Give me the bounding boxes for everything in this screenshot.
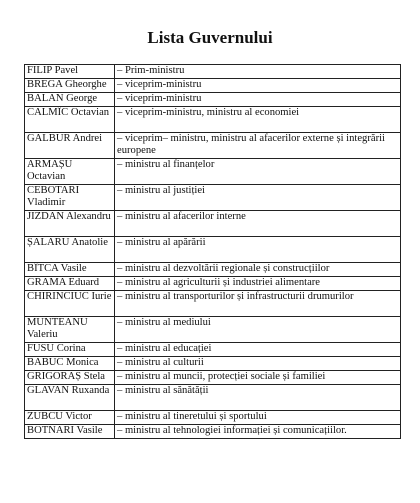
member-name: GLAVAN Ruxanda xyxy=(25,385,115,411)
member-role: – ministru al apărării xyxy=(115,237,401,263)
member-role: – ministru al tehnologiei informației și comunicațiilor. xyxy=(115,425,401,439)
member-role: – ministru al culturii xyxy=(115,357,401,371)
table-row xyxy=(25,65,401,79)
member-role: – ministru al muncii, protecției sociale și familiei xyxy=(115,371,401,385)
member-name: BOTNARI Vasile xyxy=(25,425,115,439)
member-name: ARMAȘU Octavian xyxy=(25,159,115,185)
table-row xyxy=(25,93,401,107)
member-role: – ministru al dezvoltării regionale și construcțiilor xyxy=(115,263,401,277)
member-name: ȘALARU Anatolie xyxy=(25,237,115,263)
member-name: FILIP Pavel xyxy=(25,65,115,79)
table-row xyxy=(25,211,401,237)
member-name: GALBUR Andrei xyxy=(25,133,115,159)
member-name: BÎTCA Vasile xyxy=(25,263,115,277)
table-row xyxy=(25,133,401,159)
table-row xyxy=(25,343,401,357)
table-row xyxy=(25,371,401,385)
member-role: – viceprim– ministru, ministru al afacerilor externe și integrării europene xyxy=(115,133,401,159)
member-name: JIZDAN Alexandru xyxy=(25,211,115,237)
member-role: – ministru al sănătății xyxy=(115,385,401,411)
member-role: – ministru al agriculturii și industriei alimentare xyxy=(115,277,401,291)
member-role: – viceprim-ministru xyxy=(115,79,401,93)
table-row xyxy=(25,277,401,291)
table-row xyxy=(25,411,401,425)
member-role: – viceprim-ministru, ministru al economiei xyxy=(115,107,401,133)
member-name: BREGA Gheorghe xyxy=(25,79,115,93)
member-name: GRIGORAȘ Stela xyxy=(25,371,115,385)
member-name: GRAMA Eduard xyxy=(25,277,115,291)
member-role: – ministru al mediului xyxy=(115,317,401,343)
member-role: – viceprim-ministru xyxy=(115,93,401,107)
table-row xyxy=(25,425,401,439)
member-name: CEBOTARI Vladimir xyxy=(25,185,115,211)
government-table xyxy=(24,64,401,439)
member-role: – ministru al educației xyxy=(115,343,401,357)
member-name: CHIRINCIUC Iurie xyxy=(25,291,115,317)
member-role: – Prim-ministru xyxy=(115,65,401,79)
table-row xyxy=(25,237,401,263)
table-row xyxy=(25,357,401,371)
member-name: FUSU Corina xyxy=(25,343,115,357)
table-row xyxy=(25,185,401,211)
table-row xyxy=(25,79,401,93)
member-role: – ministru al afacerilor interne xyxy=(115,211,401,237)
member-role: – ministru al justiției xyxy=(115,185,401,211)
member-name: CALMÎC Octavian xyxy=(25,107,115,133)
table-row xyxy=(25,263,401,277)
member-role: – ministru al finanțelor xyxy=(115,159,401,185)
table-row xyxy=(25,385,401,411)
member-name: ZUBCU Victor xyxy=(25,411,115,425)
member-name: BABUC Monica xyxy=(25,357,115,371)
member-name: BALAN George xyxy=(25,93,115,107)
table-row xyxy=(25,107,401,133)
table-row xyxy=(25,291,401,317)
document-title: Lista Guvernului xyxy=(147,28,273,47)
table-row xyxy=(25,317,401,343)
table-row xyxy=(25,159,401,185)
member-role: – ministru al transporturilor și infrastructurii drumurilor xyxy=(115,291,401,317)
member-name: MUNTEANU Valeriu xyxy=(25,317,115,343)
member-role: – ministru al tineretului și sportului xyxy=(115,411,401,425)
